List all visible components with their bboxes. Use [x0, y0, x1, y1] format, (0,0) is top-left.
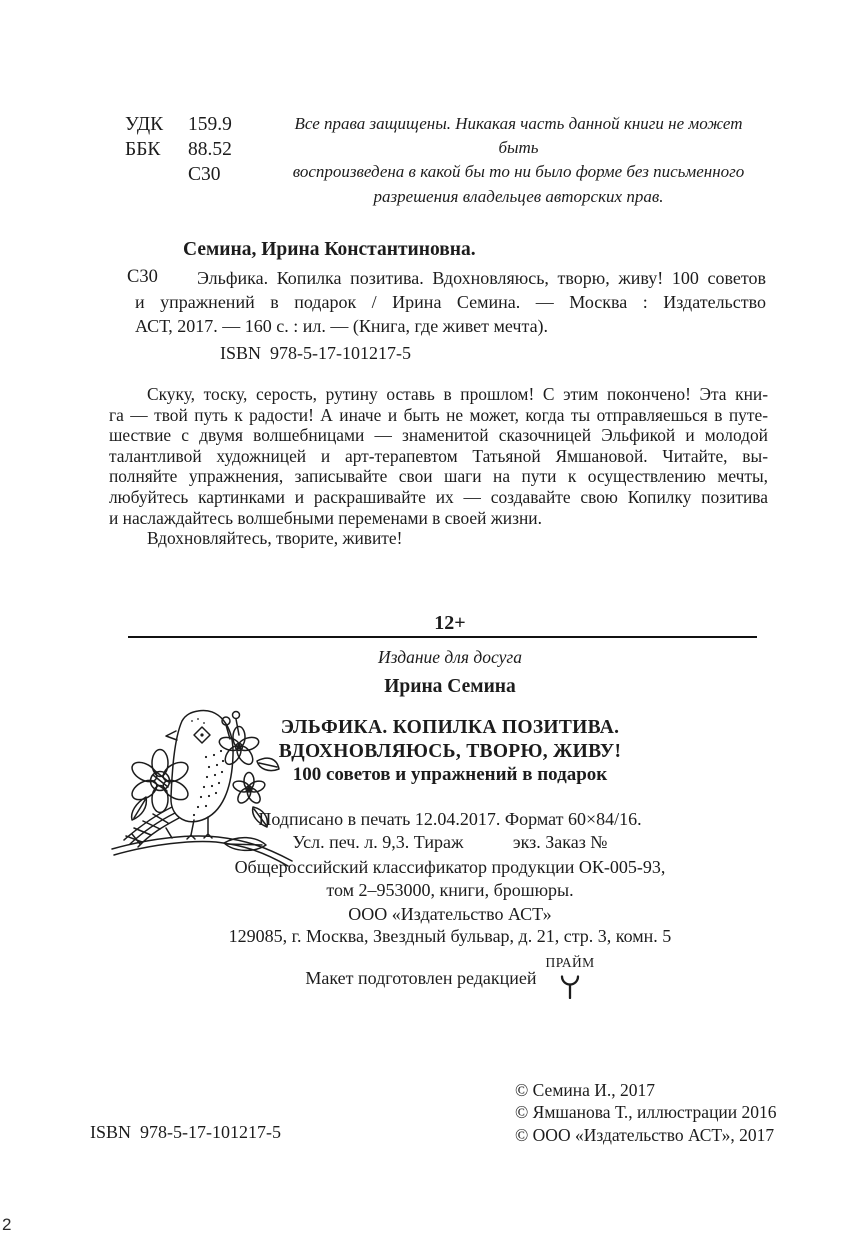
copyright-line: © Ямшанова Т., иллюстрации 2016: [515, 1102, 777, 1123]
classification-code: С30: [188, 164, 221, 185]
prime-logo-symbol-icon: [559, 972, 581, 999]
bbk-label: ББК: [125, 139, 161, 160]
edition-type: Издание для досуга: [378, 647, 522, 667]
annotation-line: Скуку, тоску, серость, рутину оставь в прошлом! С этим покончено! Эта кни-: [147, 384, 768, 404]
annotation-line: полняйте упражнения, записывайте свои шаги на пути к осуществлению мечты,: [109, 466, 768, 487]
annotation-paragraph: [109, 384, 768, 528]
copyright-line: © ООО «Издательство АСТ», 2017: [515, 1124, 775, 1145]
isbn-bottom: ISBN 978-5-17-101217-5: [90, 1122, 281, 1142]
annotation-line: любуйтесь картинками и раскрашивайте их — создавайте свою Копилку позитива: [109, 486, 768, 507]
annotation-line: талантливой художницей и арт-терапевтом Татьяной Ямшановой. Читайте, вы-: [109, 445, 768, 466]
bibliographic-description: [135, 266, 766, 338]
bird-illustration: [106, 699, 306, 871]
title-line-2: ВДОХНОВЛЯЮСЬ, ТВОРЮ, ЖИВУ!: [278, 740, 622, 762]
classifier-line-2: том 2–953000, книги, брошюры.: [326, 880, 574, 900]
isbn-line: ISBN 978-5-17-101217-5: [220, 343, 411, 363]
title-line-1: ЭЛЬФИКА. КОПИЛКА ПОЗИТИВА.: [280, 717, 620, 738]
publisher-address: 129085, г. Москва, Звездный бульвар, д. 21, стр. 3, комн. 5: [228, 926, 672, 946]
rights-notice-line: воспроизведена в какой бы то ни было форме без письменного: [292, 162, 745, 182]
bibliographic-description-line: АСТ, 2017. — 160 с. : ил. — (Книга, где живет мечта).: [135, 316, 549, 336]
divider-rule: [128, 636, 757, 638]
udk-bbk-block: [125, 112, 232, 187]
bibliographic-description-line: и упражнений в подарок / Ирина Семина. — Москва : Издательство: [135, 292, 766, 312]
author-heading: Семина, Ирина Константиновна.: [183, 239, 476, 260]
annotation-line: шествие с двумя волшебницами — знаменитой сказочницей Эльфикой и молодой: [109, 425, 768, 446]
print-info-line-2: Усл. печ. л. 9,3. Тираж экз. Заказ №: [292, 832, 608, 852]
classifier-line-1: Общероссийский классификатор продукции ОК-005-93,: [234, 857, 666, 877]
annotation: [109, 384, 768, 549]
rights-notice-line: Все права защищены. Никакая часть данной книги не может быть: [294, 114, 743, 158]
bibliographic-description-line: Эльфика. Копилка позитива. Вдохновляюсь, творю, живу! 100 советов: [197, 268, 766, 288]
layout-credit: [128, 955, 772, 999]
bbk-value: 88.52: [188, 139, 232, 160]
annotation-closing: Вдохновляйтесь, творите, живите!: [147, 528, 403, 549]
copyright-line: © Семина И., 2017: [515, 1080, 656, 1100]
annotation-line: и наслаждайтесь волшебными переменами в своей жизни.: [109, 507, 542, 528]
udk-value: 159.9: [188, 114, 232, 135]
rights-notice-line: разрешения владельцев авторских прав.: [373, 186, 664, 206]
page-number: 2: [2, 1215, 12, 1234]
prime-logo-word: ПРАЙМ: [545, 955, 595, 970]
copyright-block: [515, 1079, 777, 1146]
age-rating: 12+: [434, 612, 466, 634]
title-line-3: 100 советов и упражнений в подарок: [292, 764, 608, 785]
prime-logo: [546, 955, 595, 999]
author-name: Ирина Семина: [384, 676, 516, 697]
print-info-line-1: Подписано в печать 12.04.2017. Формат 60×84/16.: [258, 809, 642, 829]
cip-margin-code: С30: [127, 267, 158, 287]
layout-credit-text: Макет подготовлен редакцией: [305, 968, 537, 988]
publisher-name: ООО «Издательство АСТ»: [348, 904, 552, 924]
annotation-line: га — твой путь к радости! А иначе и быть не может, когда ты отправляешься в путе-: [109, 404, 768, 425]
udk-row: [125, 112, 232, 137]
udk-label: УДК: [125, 114, 164, 135]
bbk-row: [125, 137, 232, 162]
classification-code-row: [125, 162, 232, 187]
rights-notice: [277, 112, 760, 209]
